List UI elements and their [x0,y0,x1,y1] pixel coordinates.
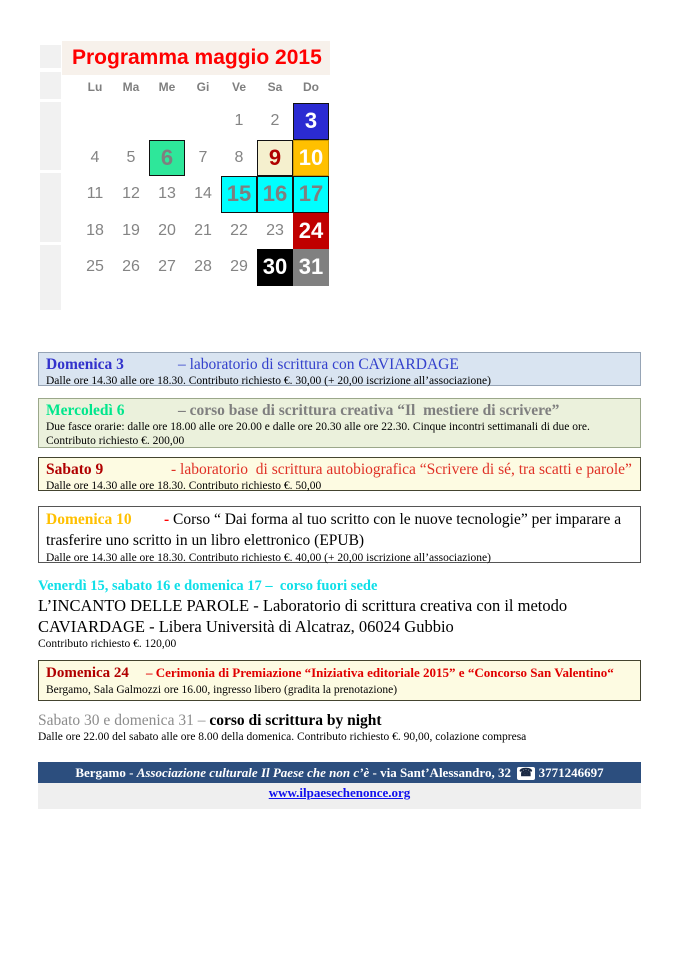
event-domenica-3 [38,352,641,386]
event-heading: Venerdì 15, sabato 16 e domenica 17 – corso fuori sede [38,578,378,594]
footer-link-area [38,783,641,809]
calendar-day-16-highlight: 16 [257,176,293,213]
event-body: L’INCANTO DELLE PAROLE - Laboratorio di scrittura creativa con il metodo CAVIARDAGE - Libera Università di Alcatraz, 06024 Gubbio [38,596,568,636]
calendar-day: 5 [126,148,136,166]
event-title: – corso base di scrittura creativa “Il mestiere di scrivere” [178,402,560,419]
event-sabato-30-domenica-31 [38,711,641,744]
calendar-title: Programma maggio 2015 [62,41,330,75]
calendar-day: 27 [158,258,176,276]
calendar-empty-cell [113,103,149,140]
calendar-day: 20 [158,221,176,239]
event-heading [46,663,633,683]
event-title: – laboratorio di scrittura con CAVIARDAGE [178,356,459,373]
calendar-day: 8 [234,148,244,166]
footer-association-name: Associazione culturale Il Paese che non c’è [136,765,370,780]
event-date-label: Sabato 9 [46,461,104,478]
calendar-day: 4 [90,148,100,166]
event-heading [38,711,641,730]
row-strip-cell [40,245,61,310]
calendar-day-9-highlight: 9 [257,140,293,177]
event-date-label: Domenica 10 [46,511,132,528]
weekday-gi: Gi [196,80,210,94]
calendar-day: 13 [158,185,176,203]
website-link[interactable]: www.ilpaesechenonce.org [268,785,411,800]
weekday-lu: Lu [87,80,103,94]
telephone-icon: ☎ [518,767,533,779]
calendar-day: 7 [198,148,208,166]
event-details: Bergamo, Sala Galmozzi ore 16.00, ingresso libero (gradita la prenotazione) [46,684,398,696]
event-title: Corso “ Dai forma al tuo scritto con le nuove tecnologie” per imparare a trasferire uno scritto in un libro elettronico (EPUB) [46,511,625,549]
footer-city: Bergamo - [75,765,137,780]
calendar-day: 1 [234,112,244,130]
calendar-day: 14 [194,185,212,203]
row-strip-cell [40,45,61,68]
row-strip-cell [40,173,61,242]
event-heading [46,509,633,551]
event-domenica-24 [38,660,641,701]
event-details: Due fasce orarie: dalle ore 18.00 alle ore 20.00 e dalle ore 20.30 alle ore 22.30. Cinque incontri settimanali di due ore. Contributo richiesto €. 200,00 [46,421,590,447]
calendar-empty-cell [149,103,185,140]
event-heading [46,460,633,479]
footer-bar [38,762,641,783]
calendar-day: 29 [230,258,248,276]
calendar-day-24-highlight: 24 [293,213,329,250]
calendar-day-15-highlight: 15 [221,176,257,213]
calendar-day: 23 [266,221,284,239]
calendar-day-17-highlight: 17 [293,176,329,213]
event-details: Contributo richiesto €. 120,00 [38,638,177,650]
calendar-day: 21 [194,221,212,239]
row-strip-cell [40,72,61,99]
event-title: – Cerimonia di Premiazione “Iniziativa editoriale 2015” e “Concorso San Valentino“ [146,665,614,680]
event-details: Dalle ore 14.30 alle ore 18.30. Contributo richiesto €. 30,00 (+ 20,00 iscrizione all’associazione) [46,375,491,387]
calendar-day: 18 [86,221,104,239]
calendar-day: 25 [86,258,104,276]
calendar-day-3-highlight: 3 [293,103,329,140]
calendar-grid [77,103,329,286]
calendar-day-30-highlight: 30 [257,249,293,286]
calendar-day: 22 [230,221,248,239]
event-title: corso di scrittura by night [209,712,382,729]
event-venerdi-15-17 [38,577,618,652]
row-strip-cell [40,102,61,170]
calendar-day-10-highlight: 10 [293,140,329,177]
calendar-day: 19 [122,221,140,239]
footer-address: - via Sant’Alessandro, 32 [372,765,511,780]
event-date-label: Domenica 3 [46,356,124,373]
event-date-label: Mercoledì 6 [46,402,125,419]
event-details: Dalle ore 14.30 alle ore 18.30. Contributo richiesto €. 40,00 (+ 20,00 iscrizione all’associazione) [46,552,491,564]
event-date-label: Domenica 24 [46,665,129,681]
weekday-me: Me [158,80,176,94]
event-domenica-10 [38,506,641,563]
calendar-day-6-highlight: 6 [149,140,185,177]
event-title: - laboratorio di scrittura autobiografica “Scrivere di sé, tra scatti e parole” [171,461,632,478]
event-details: Dalle ore 22.00 del sabato alle ore 8.00 della domenica. Contributo richiesto €. 90,00, colazione compresa [38,731,527,743]
event-heading [46,401,633,420]
calendar-empty-cell [77,103,113,140]
event-date-label: Sabato 30 e domenica 31 – [38,712,206,729]
event-details: Dalle ore 14.30 alle ore 18.30. Contributo richiesto €. 50,00 [46,480,322,492]
calendar-day: 2 [270,112,280,130]
calendar-day: 28 [194,258,212,276]
weekday-do: Do [303,80,319,94]
weekday-ve: Ve [231,80,246,94]
calendar-day: 11 [86,185,104,203]
event-sabato-9 [38,457,641,491]
footer-phone-number: 3771246697 [538,765,604,780]
calendar-day-31-highlight: 31 [293,249,329,286]
event-dash: - [164,511,170,528]
calendar-day: 12 [122,185,140,203]
calendar-weekday-header [77,80,329,94]
calendar-day: 26 [122,258,140,276]
event-mercoledi-6 [38,398,641,448]
calendar-empty-cell [185,103,221,140]
event-heading [46,355,633,374]
weekday-ma: Ma [122,80,140,94]
weekday-sa: Sa [267,80,283,94]
